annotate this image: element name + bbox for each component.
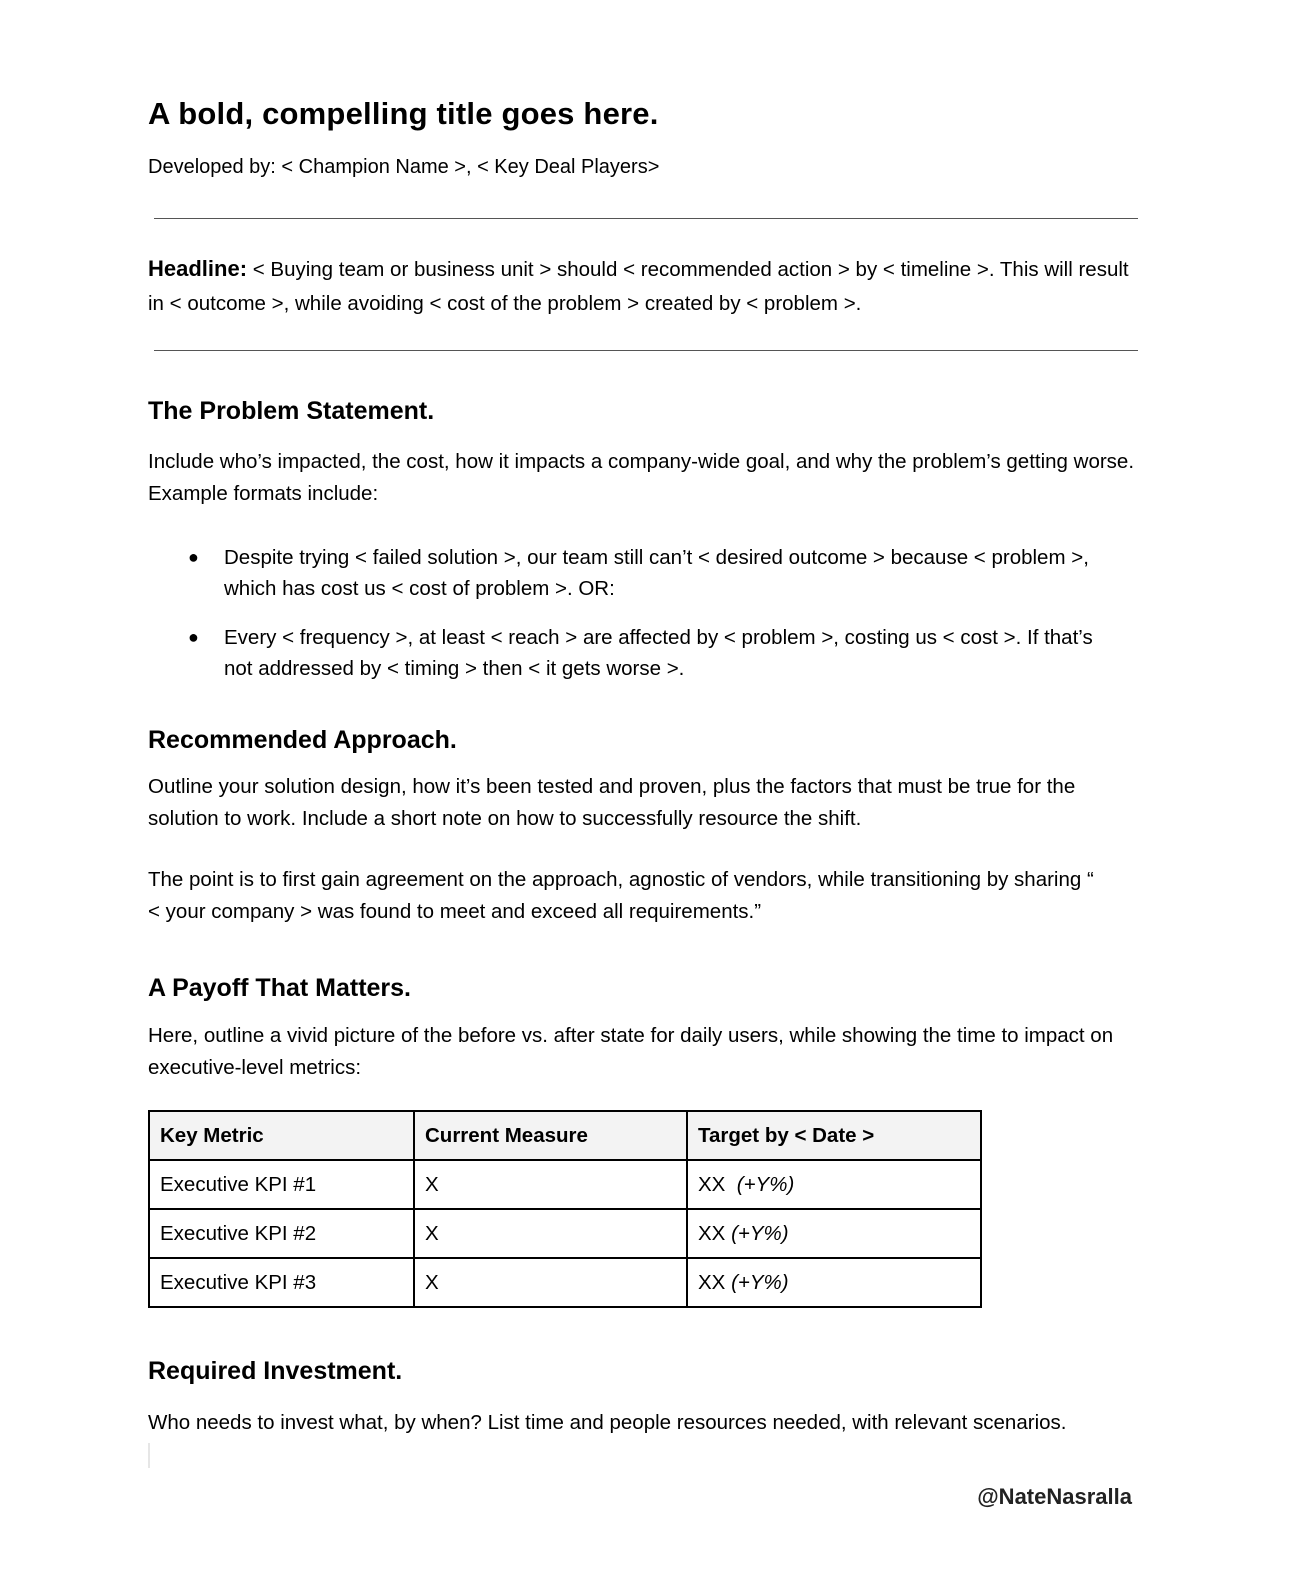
divider: [154, 350, 1138, 351]
target-cell: [687, 1258, 981, 1307]
column-header: Key Metric: [149, 1111, 414, 1160]
target-cell: [687, 1209, 981, 1258]
section-heading-payoff: A Payoff That Matters.: [148, 974, 412, 1002]
target-value: XX: [698, 1172, 732, 1196]
developed-by: Developed by: < Champion Name >, < Key Deal Players>: [148, 156, 660, 178]
bullet-text: Every < frequency >, at least < reach > are affected by < problem >, costing us < cost >. If that’s not addressed by < timing > then < it gets worse >.: [224, 626, 1093, 680]
list-item: [148, 622, 1104, 684]
headline-paragraph: [148, 252, 1148, 321]
table-row: [149, 1160, 981, 1209]
current-cell: X: [414, 1209, 687, 1258]
section-heading-approach: Recommended Approach.: [148, 726, 457, 754]
section-heading-problem: The Problem Statement.: [148, 397, 435, 425]
current-cell: X: [414, 1258, 687, 1307]
investment-text: Who needs to invest what, by when? List time and people resources needed, with relevant scenarios.: [148, 1411, 1067, 1434]
table-row: [149, 1258, 981, 1307]
table-header-row: [149, 1111, 981, 1160]
column-header: Current Measure: [414, 1111, 687, 1160]
problem-intro: Include who’s impacted, the cost, how it impacts a company-wide goal, and why the problem’s getting worse. Example formats include:: [148, 450, 1135, 505]
bullet-icon: ●: [188, 547, 199, 567]
target-delta: (+Y%): [731, 1221, 789, 1245]
kpi-table: [148, 1110, 982, 1308]
approach-paragraph-2: The point is to first gain agreement on the approach, agnostic of vendors, while transitioning by sharing “ < your company > was found to meet and exceed all requirements.”: [148, 868, 1094, 923]
problem-bullet-list: [148, 542, 1104, 684]
headline-text: < Buying team or business unit > should < recommended action > by < timeline >. This will result in < outcome >, while avoiding < cost of the problem > created by < problem >.: [148, 258, 1129, 315]
document-title: A bold, compelling title goes here.: [148, 96, 659, 131]
column-header: Target by < Date >: [687, 1111, 981, 1160]
list-item: [148, 542, 1104, 604]
bullet-icon: ●: [188, 627, 199, 647]
target-cell: [687, 1160, 981, 1209]
divider: [154, 218, 1138, 219]
metric-cell: Executive KPI #3: [149, 1258, 414, 1307]
bullet-text: Despite trying < failed solution >, our team still can’t < desired outcome > because < problem >, which has cost us < cost of problem >. OR:: [224, 546, 1089, 600]
metric-cell: Executive KPI #2: [149, 1209, 414, 1258]
approach-paragraph-1: Outline your solution design, how it’s been tested and proven, plus the factors that must be true for the solution to work. Include a short note on how to successfully resource the shift.: [148, 775, 1076, 830]
headline-label: Headline:: [148, 256, 248, 281]
metric-cell: Executive KPI #1: [149, 1160, 414, 1209]
target-value: XX: [698, 1221, 726, 1245]
target-value: XX: [698, 1270, 726, 1294]
target-delta: (+Y%): [736, 1172, 795, 1196]
current-cell: X: [414, 1160, 687, 1209]
table-row: [149, 1209, 981, 1258]
payoff-intro: Here, outline a vivid picture of the before vs. after state for daily users, while showing the time to impact on executive-level metrics:: [148, 1024, 1114, 1079]
author-handle: @NateNasralla: [977, 1484, 1132, 1509]
section-heading-investment: Required Investment.: [148, 1357, 403, 1385]
text-cursor[interactable]: [148, 1443, 150, 1468]
target-delta: (+Y%): [731, 1270, 789, 1294]
